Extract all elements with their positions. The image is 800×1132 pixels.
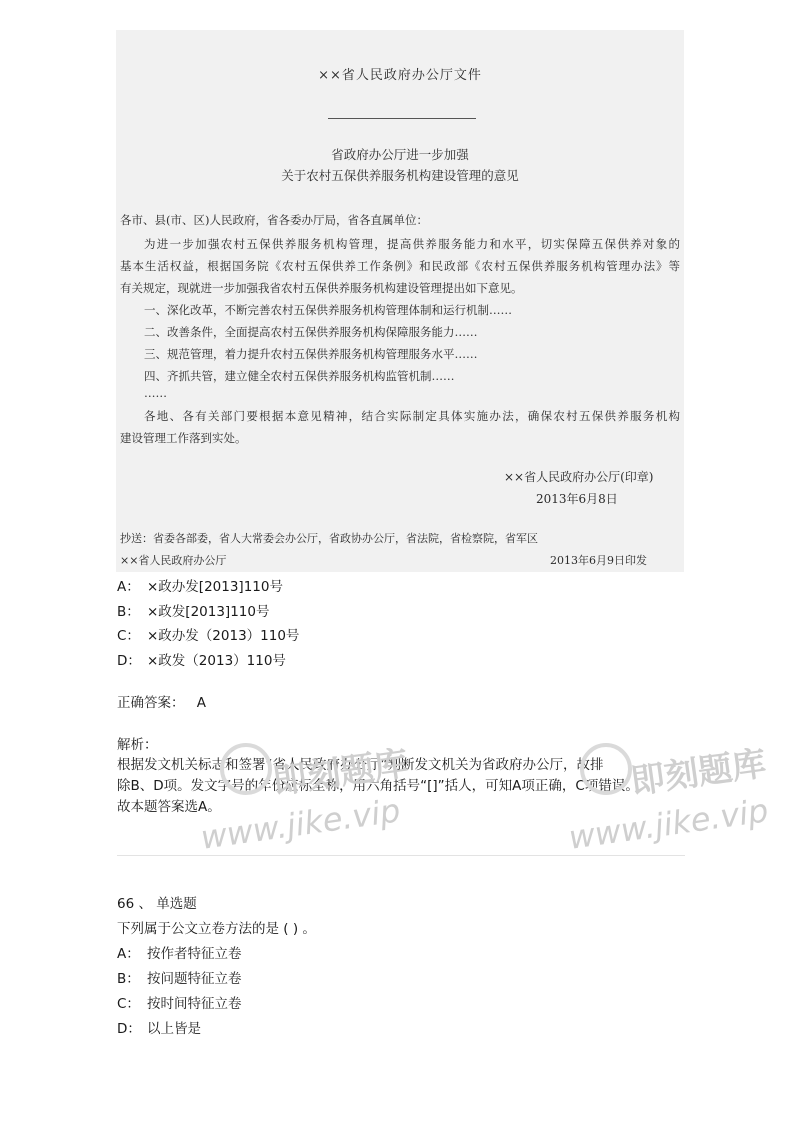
option-label: D： bbox=[117, 1021, 141, 1037]
document-body-line: 一、深化改革，不断完善农村五保供养服务机构管理体制和运行机制…… bbox=[144, 303, 512, 317]
document-body-line: 四、齐抓共管，建立健全农村五保供养服务机构监管机制…… bbox=[144, 369, 455, 383]
option-label: A： bbox=[117, 946, 140, 962]
option-a bbox=[117, 575, 283, 595]
document-body-line: 三、规范管理，着力提升农村五保供养服务机构管理服务水平…… bbox=[144, 347, 478, 361]
document-sign-date: 2013年6月8日 bbox=[536, 492, 618, 506]
watermark-url: www.jike.vip bbox=[566, 791, 771, 857]
analysis-label: 解析： bbox=[117, 737, 158, 753]
q66-option-d bbox=[117, 1017, 201, 1037]
option-text: 按问题特征立卷 bbox=[147, 971, 242, 987]
option-label: C： bbox=[117, 996, 140, 1012]
document-body-line: 基本生活权益，根据国务院《农村五保供养工作条例》和民政部《农村五保供养服务机构管理办法》等 bbox=[120, 259, 680, 273]
option-text: 以上皆是 bbox=[147, 1021, 201, 1037]
question-number: 66 、 单选题 bbox=[117, 896, 197, 912]
watermark-brand: 即刻题库 bbox=[270, 743, 411, 803]
option-text: ×政办发[2013]110号 bbox=[147, 579, 283, 595]
document-body-line: 有关规定，现就进一步加强我省农村五保供养服务机构建设管理提出如下意见。 bbox=[120, 281, 523, 295]
option-c bbox=[117, 624, 299, 644]
option-label: B： bbox=[117, 971, 140, 987]
document-issue-date: 2013年6月9日印发 bbox=[550, 554, 647, 567]
option-label: C： bbox=[117, 628, 140, 644]
document-body-line: 为进一步加强农村五保供养服务机构管理，提高供养服务能力和水平，切实保障五保供养对象的 bbox=[144, 237, 680, 251]
header-rule bbox=[328, 118, 476, 119]
scanned-document bbox=[116, 30, 684, 572]
document-header: ××省人民政府办公厅文件 bbox=[318, 68, 482, 83]
q66-option-c bbox=[117, 992, 242, 1012]
document-signature: ××省人民政府办公厅(印章) bbox=[504, 470, 654, 484]
q66-option-a bbox=[117, 942, 242, 962]
document-body-line: 建设管理工作落到实处。 bbox=[120, 431, 247, 445]
analysis-text bbox=[117, 755, 685, 818]
document-recipients: 各市、县(市、区)人民政府，省各委办厅局，省各直属单位： bbox=[120, 213, 428, 227]
document-cc: 抄送：省委各部委，省人大常委会办公厅，省政协办公厅，省法院，省检察院，省军区 bbox=[120, 532, 538, 545]
document-body-line: 各地、各有关部门要根据本意见精神，结合实际制定具体实施办法，确保农村五保供养服务机构 bbox=[144, 409, 680, 423]
option-text: ×政发（2013）110号 bbox=[147, 653, 286, 669]
analysis-line: 根据发文机关标志和签署“省人民政府办公厅”判断发文机关为省政府办公厅，故排 bbox=[117, 757, 604, 773]
watermark-url: www.jike.vip bbox=[198, 791, 403, 857]
option-label: A： bbox=[117, 579, 140, 595]
document-issuer: ××省人民政府办公厅 bbox=[120, 554, 227, 567]
document-body-line: 二、改善条件，全面提高农村五保供养服务机构保障服务能力…… bbox=[144, 325, 478, 339]
option-b bbox=[117, 600, 269, 620]
analysis-line: 故本题答案选A。 bbox=[117, 799, 221, 815]
correct-answer bbox=[117, 691, 206, 711]
option-text: 按时间特征立卷 bbox=[147, 996, 242, 1012]
document-title-line1: 省政府办公厅进一步加强 bbox=[331, 147, 469, 162]
watermark-brand: 即刻题库 bbox=[628, 743, 769, 803]
option-label: D： bbox=[117, 653, 141, 669]
option-label: B： bbox=[117, 604, 140, 620]
answer-label: 正确答案： bbox=[117, 695, 185, 711]
document-body-line: …… bbox=[144, 386, 167, 400]
q66-option-b bbox=[117, 967, 242, 987]
document-title-line2: 关于农村五保供养服务机构建设管理的意见 bbox=[281, 168, 519, 183]
question-text: 下列属于公文立卷方法的是 ( ) 。 bbox=[117, 921, 316, 937]
option-text: ×政发[2013]110号 bbox=[147, 604, 270, 620]
option-text: ×政办发（2013）110号 bbox=[147, 628, 300, 644]
section-divider bbox=[117, 855, 685, 856]
analysis-line: 除B、D项。发文字号的年份应标全称，用六角括号“[]”括人，可知A项正确，C项错误。 bbox=[117, 778, 639, 794]
option-d bbox=[117, 649, 286, 669]
option-text: 按作者特征立卷 bbox=[147, 946, 242, 962]
answer-value: A bbox=[196, 695, 207, 711]
